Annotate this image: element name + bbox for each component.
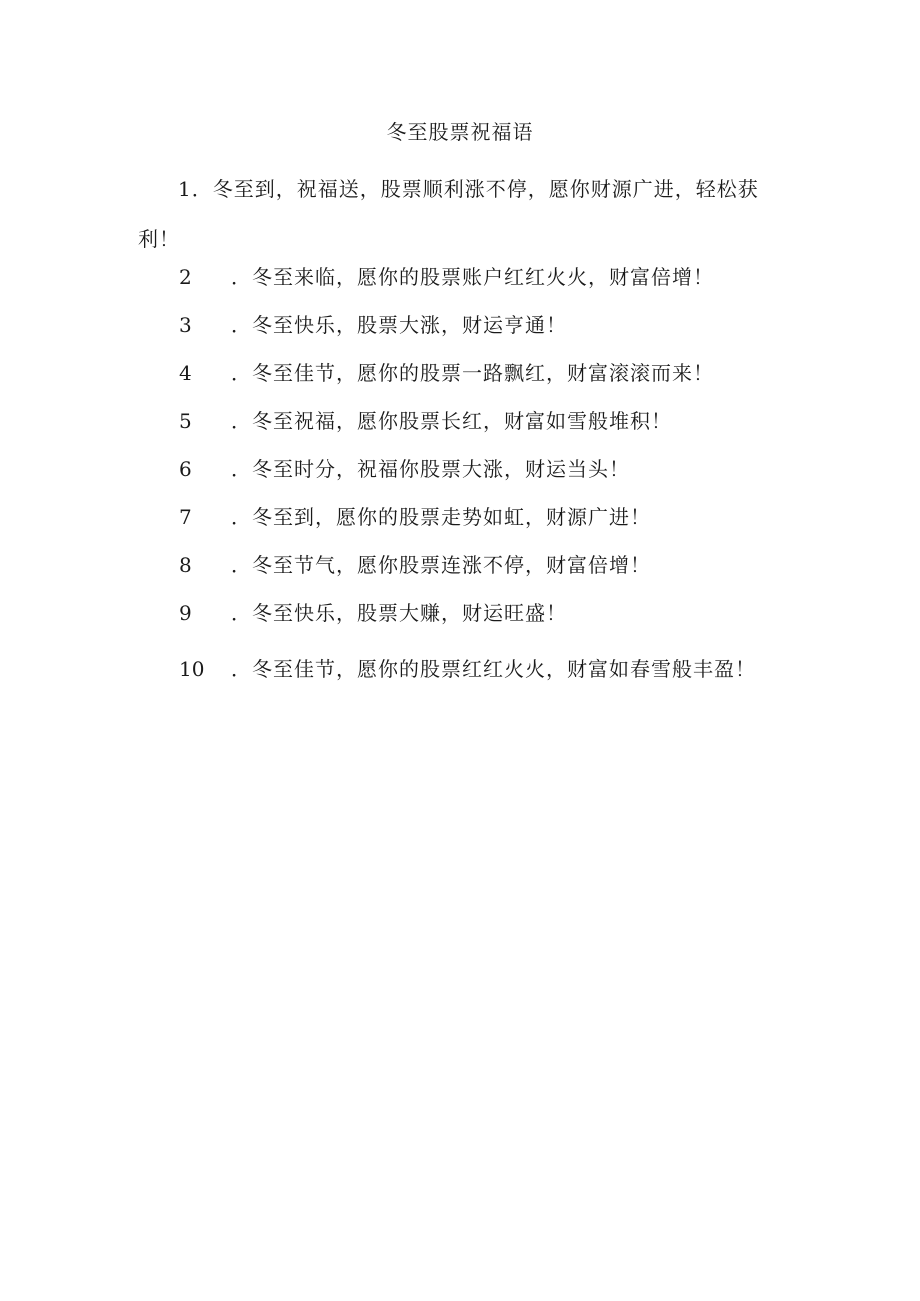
item-number: 6 (179, 457, 192, 481)
list-item (0, 262, 920, 292)
item-text: ．冬至佳节，愿你的股票红红火火，财富如春雪般丰盈！ (231, 657, 756, 681)
item-text: ．冬至到，愿你的股票走势如虹，财源广进！ (231, 505, 651, 529)
list-item (0, 550, 920, 580)
document-title: 冬至股票祝福语 (386, 120, 534, 144)
item-text: ．冬至时分，祝福你股票大涨，财运当头！ (231, 457, 630, 481)
list-item (0, 406, 920, 436)
list-item (0, 502, 920, 532)
item-number: 3 (179, 313, 192, 337)
item-number: 2 (179, 265, 192, 289)
list-item (0, 358, 920, 388)
item-number: 10 (179, 657, 205, 681)
list-item-1: 1．冬至到，祝福送，股票顺利涨不停，愿你财源广进，轻松获利！ (138, 177, 759, 251)
item-text: ．冬至祝福，愿你股票长红，财富如雪般堆积！ (231, 409, 672, 433)
item-number: 8 (179, 553, 192, 577)
item-number: 5 (179, 409, 192, 433)
item-number: 4 (179, 361, 192, 385)
item-text: ．冬至佳节，愿你的股票一路飘红，财富滚滚而来！ (231, 361, 714, 385)
item-number: 7 (179, 505, 192, 529)
list-item (0, 598, 920, 628)
item-text: ．冬至快乐，股票大赚，财运旺盛！ (231, 601, 567, 625)
item-text: ．冬至来临，愿你的股票账户红红火火，财富倍增！ (231, 265, 714, 289)
item-text: ．冬至节气，愿你股票连涨不停，财富倍增！ (231, 553, 651, 577)
item-number: 9 (179, 601, 192, 625)
item-text: ．冬至快乐，股票大涨，财运亨通！ (231, 313, 567, 337)
list-item (0, 654, 920, 684)
list-item (0, 310, 920, 340)
list-item (0, 454, 920, 484)
